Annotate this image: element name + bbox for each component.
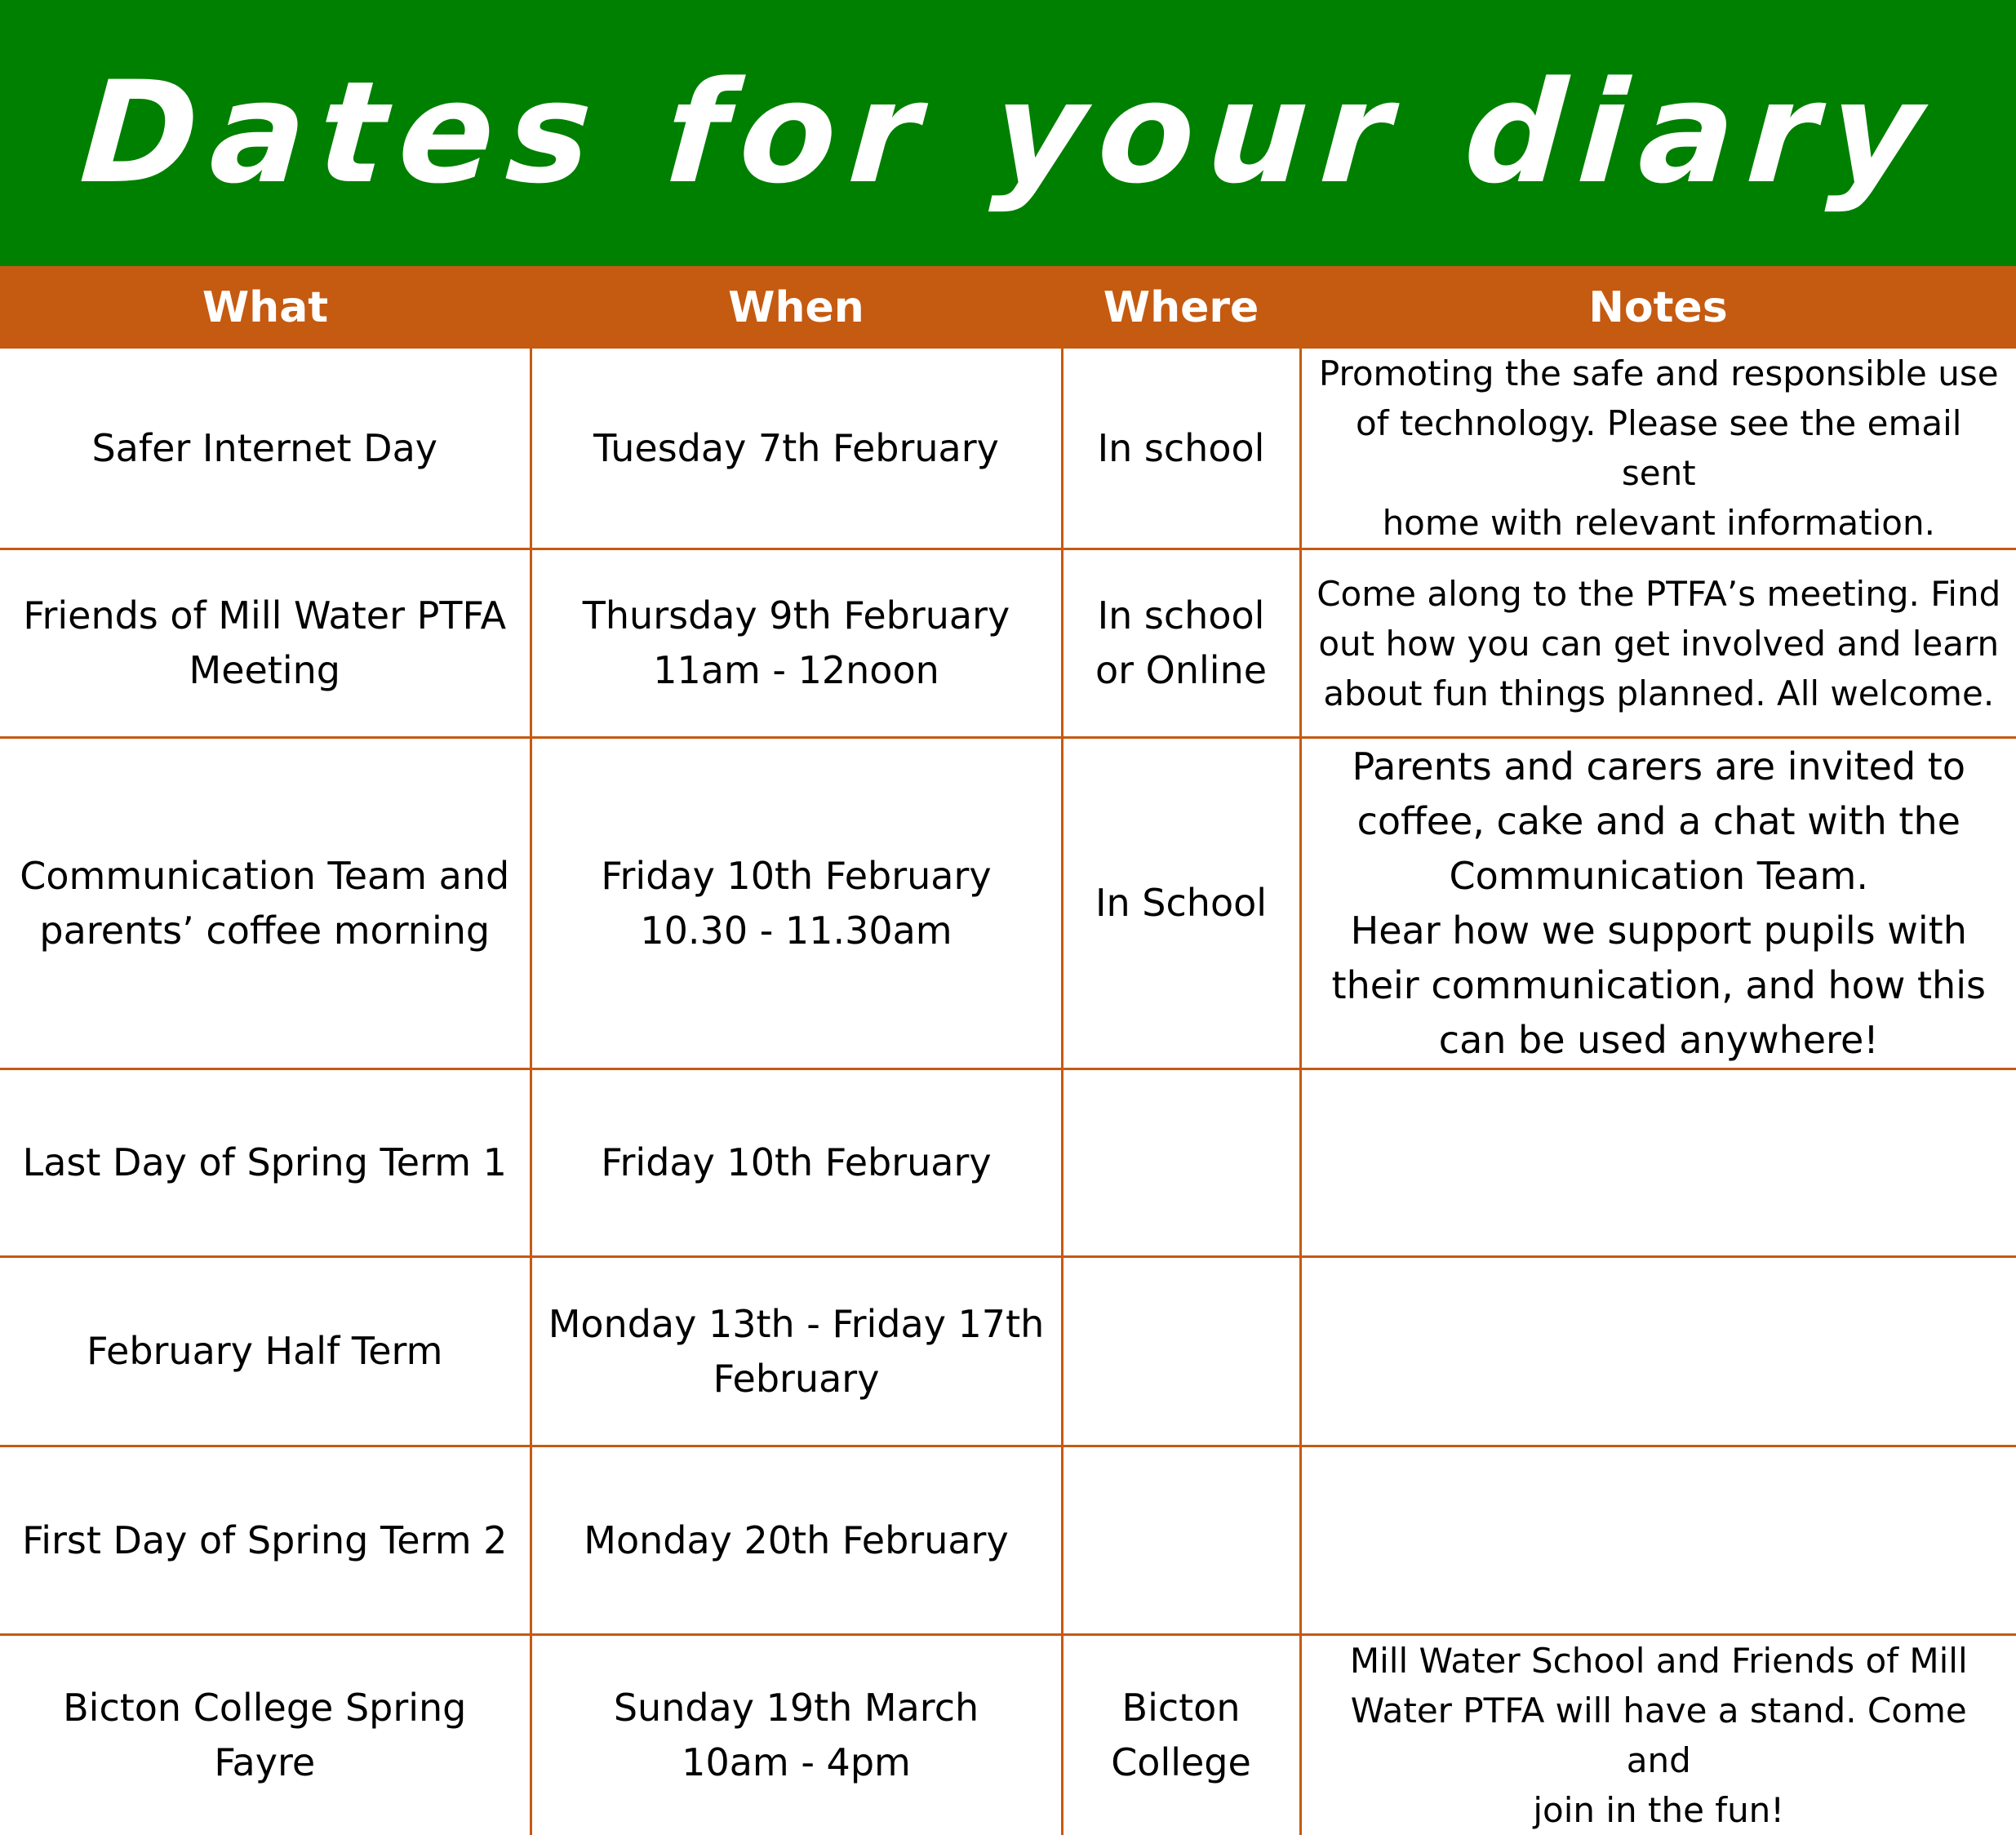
table-row	[0, 1446, 2016, 1635]
event-what: Communication Team and parents’ coffee morning	[0, 738, 531, 1069]
event-what: Safer Internet Day	[0, 349, 531, 549]
event-what: First Day of Spring Term 2	[0, 1446, 531, 1635]
event-notes: Parents and carers are invited to coffee, cake and a chat with the Communication Team. Hear how we support pupils with their communication, and how this can be used anywhere!	[1300, 738, 2016, 1069]
event-notes: Come along to the PTFA’s meeting. Find out how you can get involved and learn about fun things planned. All welcome.	[1300, 549, 2016, 738]
table-row	[0, 738, 2016, 1069]
event-where	[1062, 1069, 1300, 1257]
table-row	[0, 1635, 2016, 1835]
event-when: Friday 10th February 10.30 - 11.30am	[531, 738, 1062, 1069]
event-what: Bicton College Spring Fayre	[0, 1635, 531, 1835]
column-header-when: When	[531, 266, 1062, 349]
page-title: Dates for your diary	[77, 63, 1939, 203]
event-notes: Promoting the safe and responsible use of technology. Please see the email sent home with relevant information.	[1300, 349, 2016, 549]
table-row	[0, 1069, 2016, 1257]
event-when: Friday 10th February	[531, 1069, 1062, 1257]
event-what: Friends of Mill Water PTFA Meeting	[0, 549, 531, 738]
event-what: February Half Term	[0, 1257, 531, 1446]
event-when: Monday 13th - Friday 17th February	[531, 1257, 1062, 1446]
column-header-where: Where	[1062, 266, 1300, 349]
column-header-notes: Notes	[1300, 266, 2016, 349]
event-notes	[1300, 1257, 2016, 1446]
event-where: Bicton College	[1062, 1635, 1300, 1835]
column-header-what: What	[0, 266, 531, 349]
title-banner	[0, 0, 2016, 266]
table-row	[0, 349, 2016, 549]
table-header	[0, 266, 2016, 349]
event-notes	[1300, 1069, 2016, 1257]
event-when: Tuesday 7th February	[531, 349, 1062, 549]
table-row	[0, 1257, 2016, 1446]
table-row	[0, 549, 2016, 738]
event-where: In school	[1062, 349, 1300, 549]
event-when: Monday 20th February	[531, 1446, 1062, 1635]
event-when: Thursday 9th February 11am - 12noon	[531, 549, 1062, 738]
event-when: Sunday 19th March 10am - 4pm	[531, 1635, 1062, 1835]
event-what: Last Day of Spring Term 1	[0, 1069, 531, 1257]
event-where	[1062, 1446, 1300, 1635]
diary-table	[0, 266, 2016, 1835]
event-where: In school or Online	[1062, 549, 1300, 738]
event-notes	[1300, 1446, 2016, 1635]
event-where: In School	[1062, 738, 1300, 1069]
event-where	[1062, 1257, 1300, 1446]
event-notes: Mill Water School and Friends of Mill Water PTFA will have a stand. Come and join in the fun!	[1300, 1635, 2016, 1835]
